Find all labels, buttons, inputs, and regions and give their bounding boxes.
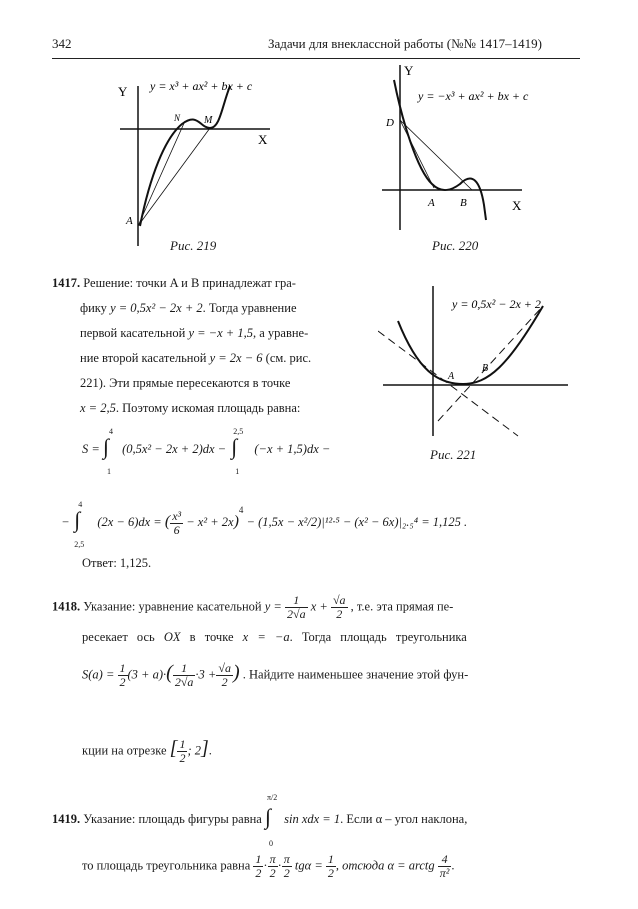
secant-line	[400, 120, 434, 188]
p1418-line1b: , т.е. эта прямая пе-	[350, 599, 454, 614]
formula-integral-sin: sin xdx = 1	[284, 811, 341, 826]
period: .	[451, 858, 455, 873]
integral-sin: π/2 ∫ 0	[265, 800, 281, 840]
formula-s: S =	[82, 441, 100, 456]
fraction-pi-2b: $\frac{\pi}{2}$	[283, 852, 290, 880]
figure-220	[372, 60, 542, 235]
fraction-tangent: $\frac{1}{2√a}$	[286, 593, 306, 621]
p1419-line1a: Указание: площадь фигуры равна	[83, 811, 262, 826]
point-a-label: A	[448, 371, 455, 382]
point-b-label: B	[482, 363, 489, 374]
parabola-equation: y = 0,5x² − 2x + 2	[452, 297, 541, 311]
problem-number: 1418.	[52, 599, 81, 614]
problem-1418-line4: кции на отрезке [ $\frac{1}{2}$ ; 2].	[82, 737, 212, 765]
formula-x-minus-a: x = −a	[242, 630, 290, 644]
header-rule	[52, 58, 580, 59]
problem-number: 1417.	[52, 276, 81, 290]
p1418-line3b: . Найдите наименьшее значение этой фун-	[242, 667, 469, 682]
problem-1417	[52, 276, 382, 426]
integrand-3: (2x − 6)dx =	[97, 514, 162, 529]
formula-tangent2: y = 2x − 6	[209, 351, 263, 365]
tangent-1	[378, 331, 518, 436]
formula-x: x = 2,5	[80, 401, 116, 415]
formula-area-2: − 4 ∫ 2,5 (2x − 6)dx = ( $\frac{\text{x³}}{6}$ − x² + 2x)$^4$ − (1,5x − x²/2)|¹²·⁵ − (x² − 6x)|₂.₅⁴ = 1,125 .	[62, 503, 467, 543]
problem-1419-line2: то площадь треугольника равна $\frac{1}{2}$ · $\frac{\pi}{2}$ · $\frac{\pi}{2}$ tgα = $\frac{1}{2}$ , отсюда α = arctg $\frac{4}{\text{π²}}$ .	[82, 852, 455, 880]
p1417-line4c: (см. рис.	[265, 351, 312, 365]
p1417-line2c: . Тогда уравнение	[202, 301, 297, 315]
curve-equation: y = −x³ + ax² + bx + c	[418, 89, 529, 103]
formula-tg: tgα =	[294, 858, 323, 873]
point-d-label: D	[386, 117, 394, 129]
p1419-line2a: то площадь треугольника равна	[82, 858, 251, 873]
y-axis-label: Y	[404, 63, 414, 78]
page-header-title: Задачи для внеклассной работы (№№ 1417–1419)	[268, 36, 542, 51]
integrand-1: (0,5x² − 2x + 2)dx −	[122, 441, 227, 456]
fraction-tangent-2: $\frac{1}{2√a}$	[174, 661, 194, 689]
limit-top: 2,5	[233, 427, 244, 436]
formula-tangent1: y = −x + 1,5	[188, 326, 253, 340]
point-a-label: A	[126, 215, 133, 227]
problem-1418-line1: 1418. Указание: уравнение касательной y = $\frac{1}{2√a}$ x + $\frac{√a}{2}$ , т.е. эта прямая пе-	[52, 593, 454, 621]
p1417-line1: Решение: точки A и B принадлежат гра-	[83, 276, 296, 290]
limit-bottom: 0	[268, 839, 273, 848]
problem-number: 1419.	[52, 811, 81, 826]
curve-equation: y = x³ + ax² + bx + c	[150, 79, 253, 93]
p1417-line2a: фику	[80, 301, 107, 315]
tangent-2	[438, 306, 543, 421]
x-axis-label: X	[258, 132, 268, 147]
fraction-1-2: $\frac{1}{2}$	[255, 852, 262, 880]
fraction-4-pi2: $\frac{4}{\text{π²}}$	[439, 852, 450, 880]
figure-221	[378, 286, 578, 456]
figure-219	[110, 66, 290, 256]
caption-221: Рис. 221	[430, 447, 477, 462]
problem-1418-line3: S(a) = $\frac{1}{2}$ (3 + a)·( $\frac{1}{2√a}$ ·3 + $\frac{√a}{2}$ ) . Найдите наименьшее значение этой фун-	[82, 661, 469, 689]
p1418-line1a: Указание: уравнение касательной	[83, 599, 262, 614]
tangent-line	[400, 120, 472, 190]
formula-s-a: S(a) =	[82, 667, 115, 682]
integrand-2: (−x + 1,5)dx −	[254, 441, 331, 456]
point-a-label: A	[428, 197, 435, 209]
p1418-line4a: кции на отрезке	[82, 743, 167, 758]
p1417-line4a: ние второй касательной	[80, 351, 207, 365]
x-axis-label: X	[512, 198, 522, 213]
formula-parabola: y = 0,5x² − 2x + 2	[110, 301, 203, 315]
limit-bottom: 1	[235, 467, 240, 476]
fraction-sqrt-a: $\frac{√a}{2}$	[332, 593, 346, 621]
p1419-line1c: . Если α – угол наклона,	[340, 811, 468, 826]
integral-1: 4 ∫ 1	[103, 430, 119, 470]
formula-rest: − (1,5x − x²/2)|¹²·⁵ − (x² − 6x)|₂.₅⁴ = 1,125 .	[246, 514, 468, 529]
p1418-line2c: в точке	[189, 630, 234, 644]
answer-1417: Ответ: 1,125.	[82, 556, 152, 570]
fraction-x3-6: $\frac{\text{x³}}{6}$	[172, 508, 182, 537]
fraction-1-2b: $\frac{1}{2}$	[327, 852, 334, 880]
page-number: 342	[52, 36, 72, 51]
tangent-line	[138, 128, 210, 226]
point-m-label: M	[204, 115, 213, 126]
p1417-line6b: . Поэтому искомая площадь равна:	[115, 401, 301, 415]
problem-1419-line1	[52, 793, 468, 848]
fraction-half: $\frac{1}{2}$	[119, 661, 126, 689]
point-n-label: N	[174, 113, 181, 123]
point-b-label: B	[460, 197, 467, 209]
fraction-sqrt-a-2: $\frac{√a}{2}$	[218, 661, 231, 689]
fraction-pi-2: $\frac{\pi}{2}$	[269, 852, 276, 880]
p1418-line2a: ресекает ось	[82, 630, 155, 644]
limit-top: 4	[108, 427, 113, 436]
integral-3: 4 ∫ 2,5	[72, 503, 94, 543]
integral-2: 2,5 ∫ 1	[229, 430, 251, 470]
parabola	[398, 306, 543, 384]
axis-ox: OX	[163, 630, 181, 644]
formula-area-1	[82, 427, 331, 476]
secant-line	[138, 121, 185, 226]
y-axis-label: Y	[118, 84, 128, 99]
formula-arctg: , отсюда α = arctg	[335, 858, 435, 873]
caption-220: Рис. 220	[432, 238, 479, 253]
p1417-line3a: первой касательной	[80, 326, 186, 340]
limit-bottom: 2,5	[74, 540, 85, 549]
p1417-line5a: 221). Эти прямые пересекаются в точке	[80, 376, 291, 390]
problem-1418-line2	[82, 630, 467, 645]
limit-bottom: 1	[106, 467, 111, 476]
minus-sign: −	[62, 514, 70, 529]
p1418-line2e: . Тогда площадь треугольника	[289, 630, 467, 644]
caption-219: Рис. 219	[170, 238, 217, 253]
p1417-line3c: , а уравне-	[252, 326, 309, 340]
interval-lower: $\frac{1}{2}$	[179, 737, 186, 765]
limit-top: π/2	[266, 793, 278, 802]
limit-top: 4	[78, 500, 83, 509]
